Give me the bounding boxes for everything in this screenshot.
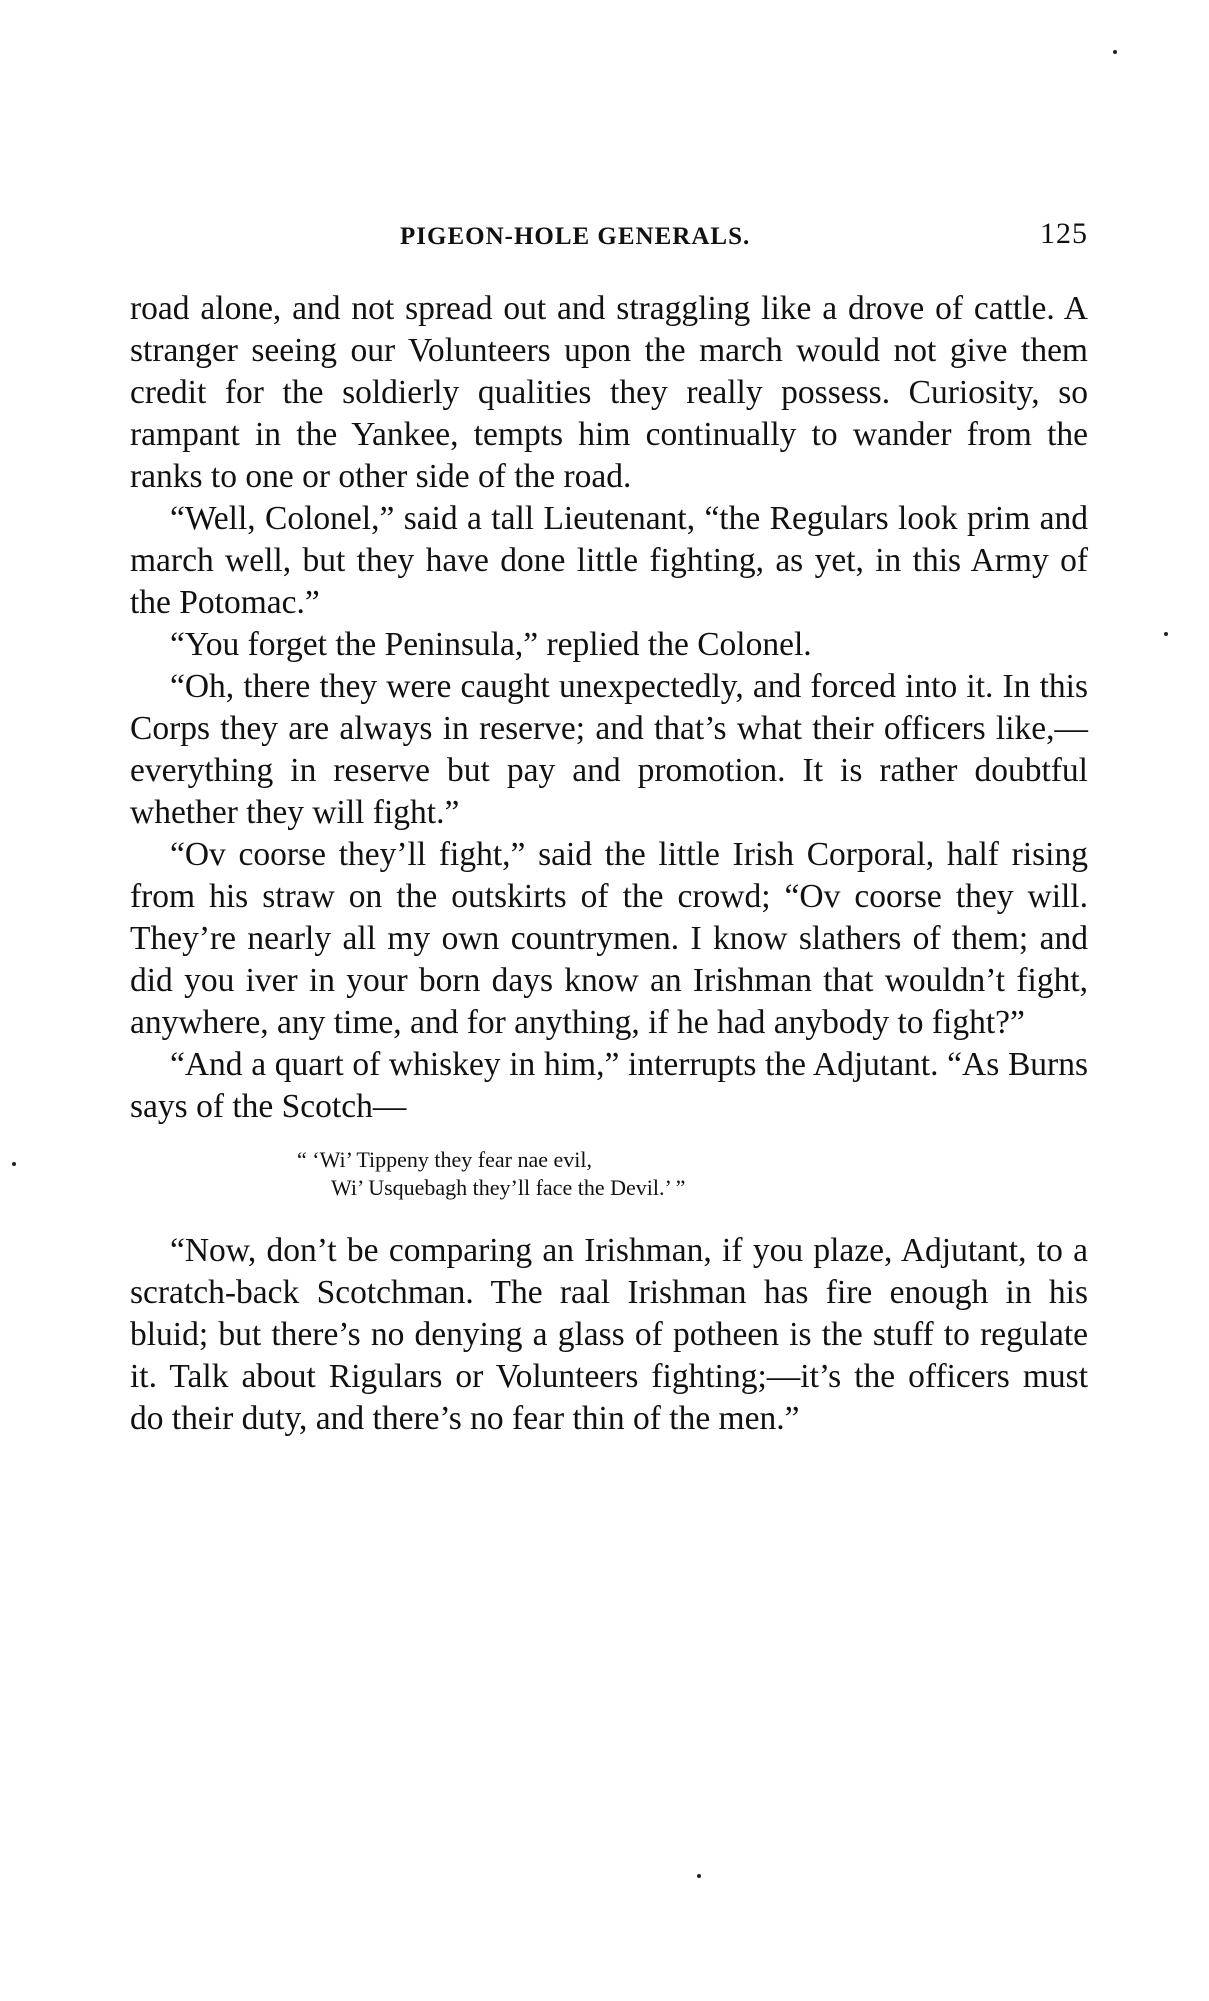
verse-line: Wi’ Usquebagh they’ll face the Devil.’ ” — [331, 1175, 686, 1200]
paragraph: “Ov coorse they’ll fight,” said the little Irish Corporal, half rising from his straw on the outskirts of the crowd; “Ov coorse they will. They’re nearly all my own countrymen. I know slathers of them; and did you iver in your born days know an Irishman that wouldn’t fight, anywhere, any time, and for anything, if he had anybody to fight?” — [130, 836, 1088, 1041]
ink-speck — [1113, 50, 1117, 54]
body-text — [130, 288, 1088, 1440]
ink-speck — [697, 1874, 701, 1878]
paragraph: “You forget the Peninsula,” replied the Colonel. — [170, 626, 812, 663]
running-head — [130, 217, 1088, 257]
paragraph: “Well, Colonel,” said a tall Lieutenant, “the Regulars look prim and march well, but they have done little fighting, as yet, in this Army of the Potomac.” — [130, 500, 1088, 621]
running-title: PIGEON-HOLE GENERALS. — [400, 223, 751, 250]
ink-speck — [1164, 632, 1168, 636]
paragraph: “And a quart of whiskey in him,” interrupts the Adjutant. “As Burns says of the Scotch— — [130, 1046, 1088, 1125]
ink-speck — [12, 1162, 16, 1166]
paragraph: road alone, and not spread out and straggling like a drove of cattle. A stranger seeing our Volunteers upon the march would not give them credit for the soldierly qualities they really possess. Curiosity, so rampant in the Yankee, tempts him continually to wander from the ranks to one or other side of the road. — [130, 290, 1088, 495]
verse-quotation — [297, 1146, 1088, 1202]
verse-line: “ ‘Wi’ Tippeny they fear nae evil, — [297, 1147, 593, 1172]
paragraph: “Oh, there they were caught unexpectedly, and forced into it. In this Corps they are always in reserve; and that’s what their officers like,—everything in reserve but pay and promotion. It is rather doubtful whether they will fight.” — [130, 668, 1088, 831]
page-number: 125 — [1040, 217, 1088, 250]
paragraph: “Now, don’t be comparing an Irishman, if you plaze, Adjutant, to a scratch-back Scotchman. The raal Irishman has fire enough in his bluid; but there’s no denying a glass of potheen is the stuff to regulate it. Talk about Rigulars or Volunteers fighting;—it’s the officers must do their duty, and there’s no fear thin of the men.” — [130, 1232, 1088, 1437]
